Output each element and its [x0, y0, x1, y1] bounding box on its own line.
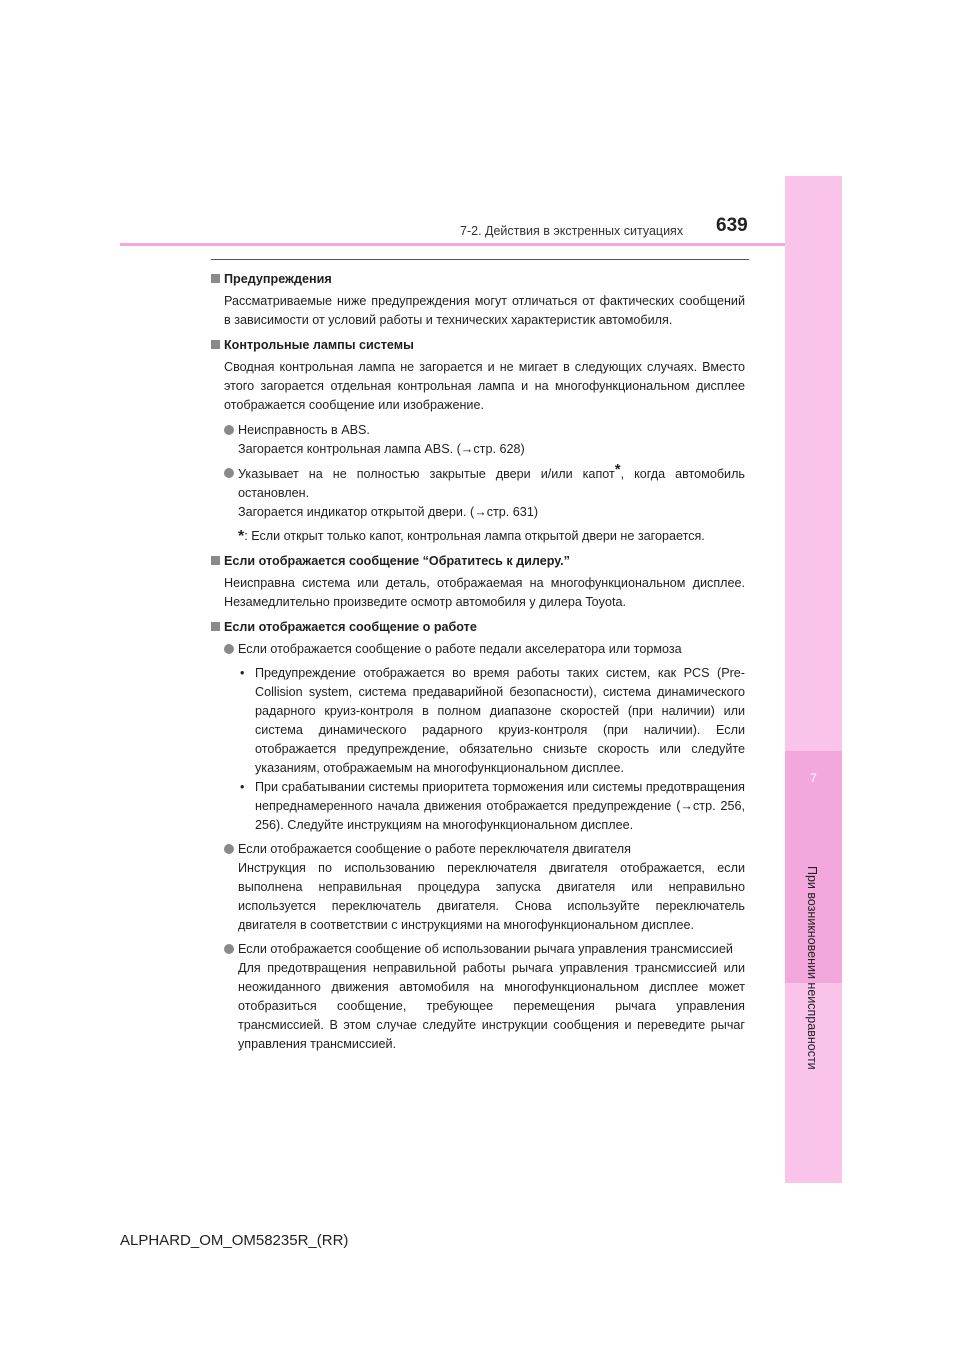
- sub-item-pcs: [211, 664, 745, 778]
- engine-switch-text: Инструкция по использованию переключателя двигателя отображается, если выполнена неправильная процедура запуска двигателя или неправильно используется переключатель двигателя. Снова используйте переключатель двигателя в соответствии с инструкциями на многофункциональном дисплее.: [238, 861, 745, 932]
- document-code: ALPHARD_OM_OM58235R_(RR): [120, 1232, 349, 1249]
- page-number: 639: [716, 215, 748, 236]
- section-heading-dealer: [211, 552, 745, 571]
- doors-title: [238, 461, 745, 503]
- list-item-pedal: [211, 640, 745, 659]
- sub-item-text: При срабатывании системы приоритета торможения или системы предотвращения непреднамеренного начала движения отображается предупреждение (→стр. 256, 256). Следуйте инструкциям на многофункциональном дисплее.: [255, 780, 745, 832]
- square-bullet-icon: [211, 340, 220, 349]
- square-bullet-icon: [211, 622, 220, 631]
- footnote-text: : Если открыт только капот, контрольная лампа открытой двери не загорается.: [244, 529, 705, 543]
- abs-title: Неисправность в ABS.: [238, 423, 370, 437]
- chapter-number: 7: [810, 771, 817, 785]
- round-bullet-icon: [224, 468, 234, 478]
- round-bullet-icon: [224, 644, 234, 654]
- dealer-paragraph: Неисправна система или деталь, отображаемая на многофункциональном дисплее. Незамедлительно произведите осмотр автомобиля у дилера Toyota.: [224, 576, 745, 609]
- section-heading-lamps: [211, 336, 745, 355]
- footnote: [211, 527, 745, 546]
- chapter-title: При возникновении неисправности: [805, 866, 819, 1070]
- footnote-mark: *: [614, 461, 621, 478]
- list-item-abs: [211, 421, 745, 459]
- list-item-doors: [211, 461, 745, 522]
- round-bullet-icon: [224, 844, 234, 854]
- page-content: [211, 270, 745, 1059]
- list-item-engine-switch: [211, 840, 745, 935]
- lamps-paragraph: Сводная контрольная лампа не загорается и не мигает в следующих случаях. Вместо этого загорается отдельная контрольная лампа и на многофункциональном дисплее отображается сообщение или изображение.: [224, 360, 745, 412]
- heading-text: Если отображается сообщение о работе: [224, 620, 477, 634]
- header-section-title: 7-2. Действия в экстренных ситуациях: [460, 224, 684, 238]
- sub-bullet-mark: •: [240, 666, 245, 680]
- doors-title-text-end: , когда автомобиль остановлен.: [238, 467, 745, 500]
- heading-text: Контрольные лампы системы: [224, 338, 414, 352]
- sub-item-text: Предупреждение отображается во время работы таких систем, как PCS (Pre-Collision system, система предаварийной безопасности), система динамического радарного круиз-контроля в полном диапазоне скоростей (при наличии) или система динамического радарного круиз-контроля (при наличии). Если отображается предупреждение, обязательно снизьте скорость или следуйте указаниям, отображаемым на многофункциональном дисплее.: [255, 666, 745, 775]
- engine-switch-title: Если отображается сообщение о работе переключателя двигателя: [238, 842, 631, 856]
- square-bullet-icon: [211, 274, 220, 283]
- round-bullet-icon: [224, 944, 234, 954]
- section-heading-operation: [211, 618, 745, 637]
- sub-bullet-mark: •: [240, 780, 245, 794]
- sub-item-brake: [211, 778, 745, 835]
- shift-lever-text: Для предотвращения неправильной работы рычага управления трансмиссией или неожиданного движения автомобиля на многофункциональном дисплее может отобразиться сообщение, требующее перемещения рычага управления трансмиссией. В этом случае следуйте инструкции сообщения и переведите рычаг управления трансмиссией.: [238, 961, 745, 1051]
- abs-text: Загорается контрольная лампа ABS. (→стр. 628): [238, 442, 525, 456]
- heading-text: Если отображается сообщение “Обратитесь к дилеру.”: [224, 554, 570, 568]
- chapter-side-tab: [785, 176, 842, 1183]
- list-item-shift-lever: [211, 940, 745, 1054]
- round-bullet-icon: [224, 425, 234, 435]
- doors-text: Загорается индикатор открытой двери. (→стр. 631): [238, 505, 539, 519]
- heading-text: Предупреждения: [224, 272, 332, 286]
- content-divider: [211, 259, 749, 260]
- footnote-star: *: [238, 528, 245, 545]
- warnings-paragraph: Рассматриваемые ниже предупреждения могут отличаться от фактических сообщений в зависимости от условий работы и технических характеристик автомобиля.: [224, 294, 745, 327]
- doors-title-text: Указывает на не полностью закрытые двери и/или капот: [238, 467, 615, 481]
- shift-lever-title: Если отображается сообщение об использовании рычага управления трансмиссией: [238, 942, 733, 956]
- header-rule: [120, 243, 785, 246]
- section-heading-warnings: [211, 270, 745, 289]
- pedal-title: Если отображается сообщение о работе педали акселератора или тормоза: [238, 642, 682, 656]
- square-bullet-icon: [211, 556, 220, 565]
